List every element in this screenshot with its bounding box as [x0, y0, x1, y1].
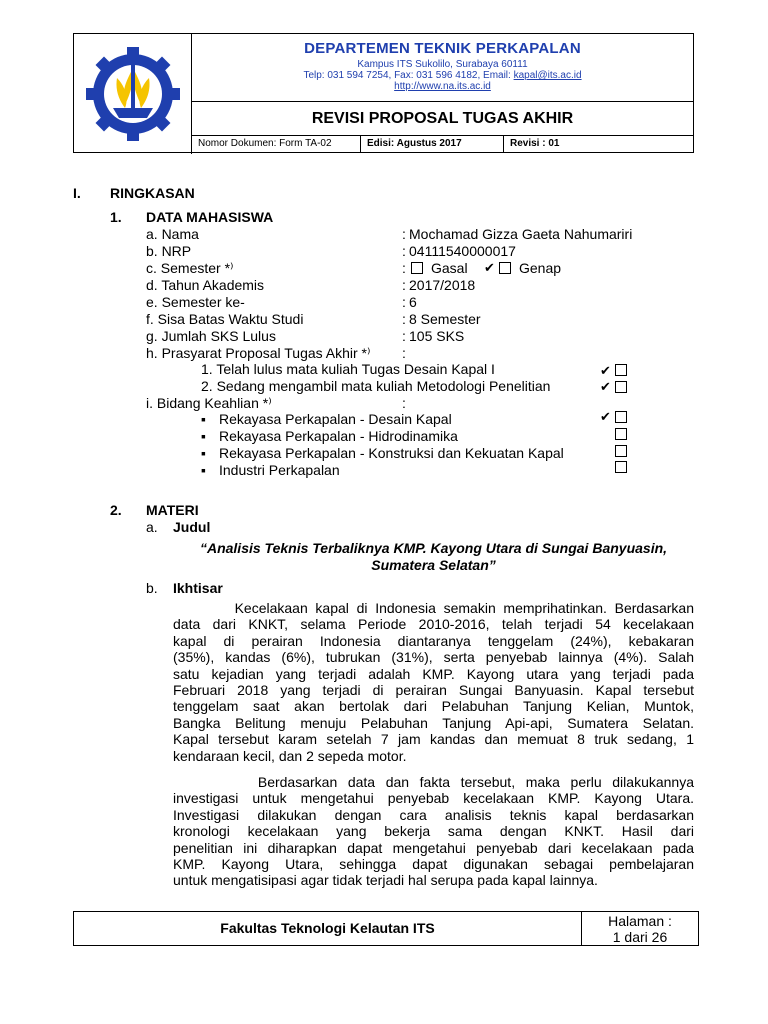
check-icon: ✔ — [484, 260, 495, 275]
field-label-tahun: d. Tahun Akademis — [146, 277, 265, 293]
ikhtisar-paragraph-1 — [173, 600, 694, 764]
field-value-sisa-waktu: 8 Semester — [409, 311, 481, 327]
header-title-row — [192, 102, 693, 136]
paragraph-line: Investigasi dilakukan dengan cara analisis teknis kapal berdasarkan — [173, 806, 694, 823]
bullet-icon: ▪ — [201, 462, 206, 478]
checkbox-gasal[interactable] — [411, 262, 423, 274]
field-value-sks: 105 SKS — [409, 328, 465, 344]
colon: : — [402, 345, 406, 361]
document-header — [73, 33, 694, 153]
check-icon: ✔ — [600, 409, 611, 424]
colon: : — [402, 243, 406, 259]
paragraph-line: Berdasarkan data dan fakta tersebut, maka perlu dilakukannya — [173, 774, 694, 790]
page-value: 1 dari 26 — [612, 929, 668, 945]
paragraph-line: (35%), kandas (6%), tubrukan (31%), serta penyebab lainnya (4%). Salah — [173, 649, 694, 666]
paragraph-line: Kapal tersebut karam setelah 7 jam kandas dan memuat 8 truk sedang, 1 — [173, 731, 694, 748]
doc-edition: Edisi: Agustus 2017 — [360, 136, 503, 153]
colon: : — [402, 294, 406, 310]
judul-line-1: “Analisis Teknis Terbaliknya KMP. Kayong Utara di Sungai Banyuasin, — [199, 540, 668, 556]
department-name: DEPARTEMEN TEKNIK PERKAPALAN — [304, 40, 581, 57]
header-institution — [192, 34, 693, 102]
field-label-nrp: b. NRP — [146, 243, 192, 259]
paragraph-line: Bangka Belitung menuju Pelabuhan Tanjung Api-api, Sumatera Selatan. — [173, 714, 694, 731]
ikhtisar-heading: Ikhtisar — [173, 580, 223, 596]
checkbox-bidang-2[interactable] — [615, 428, 627, 440]
field-label-bidang: i. Bidang Keahlian *⁾ — [146, 395, 272, 411]
checkbox-bidang-1[interactable] — [615, 411, 627, 423]
document-title: REVISI PROPOSAL TUGAS AKHIR — [311, 110, 574, 127]
bullet-icon: ▪ — [201, 411, 206, 427]
section-number: I. — [73, 185, 81, 201]
item-label: b. — [146, 580, 158, 596]
checkbox-genap[interactable] — [499, 262, 511, 274]
header-meta-row — [192, 136, 693, 153]
checkbox-bidang-3[interactable] — [615, 445, 627, 457]
field-label-sks: g. Jumlah SKS Lulus — [146, 328, 276, 344]
paragraph-line: tenggelam saat akan bertolak dari Pelabuhan Tanjung Kelian, Muntok, — [173, 698, 694, 715]
field-label-sisa-waktu: f. Sisa Batas Waktu Studi — [146, 311, 304, 327]
section-title: MATERI — [146, 502, 199, 518]
field-label-prasyarat: h. Prasyarat Proposal Tugas Akhir *⁾ — [146, 345, 371, 361]
doc-number: Nomor Dokumen: Form TA-02 — [198, 138, 332, 149]
colon: : — [402, 226, 406, 242]
contact-line — [192, 70, 693, 81]
faculty-name: Fakultas Teknologi Kelautan ITS — [74, 912, 582, 945]
ikhtisar-paragraph-2 — [173, 774, 694, 889]
field-value-tahun: 2017/2018 — [409, 277, 476, 293]
doc-revision: Revisi : 01 — [503, 136, 693, 153]
colon: : — [402, 260, 406, 276]
field-value-nrp: 04111540000017 — [409, 243, 516, 259]
subsection-number: 1. — [110, 209, 122, 225]
paragraph-line: penelitian ini diharapkan dapat mengetahui penyebab dari kecelakaan pada — [173, 839, 694, 856]
paragraph-line: kapal di perairan Indonesia diantaranya tenggelam (24%), kebakaran — [173, 632, 694, 649]
prasyarat-item-2: 2. Sedang mengambil mata kuliah Metodologi Penelitian — [201, 378, 551, 394]
check-icon: ✔ — [600, 379, 611, 394]
document-footer — [73, 911, 699, 946]
colon: : — [402, 395, 406, 411]
subsection-title: DATA MAHASISWA — [146, 209, 274, 225]
page-label: Halaman : — [608, 913, 672, 929]
field-label-semester: c. Semester *⁾ — [146, 260, 234, 276]
check-icon: ✔ — [600, 363, 611, 378]
item-label: a. — [146, 519, 158, 535]
section-title: RINGKASAN — [110, 185, 195, 201]
field-value-nama: Mochamad Gizza Gaeta Nahumariri — [409, 226, 633, 242]
paragraph-line: Februari 2018 yang terjadi di perairan Sungai Banyuasin. Kapal tersebut — [173, 682, 694, 699]
checkbox-prasyarat-2[interactable] — [615, 381, 627, 393]
field-label-nama: a. Nama — [146, 226, 199, 242]
paragraph-line: satu kejadian yang terjadi adalah KMP. Kayong utara yang terjadi pada — [173, 665, 694, 682]
paragraph-line: investigasi untuk mengetahui penyebab kecelakaan KMP. Kayong Utara. — [173, 790, 694, 807]
bidang-item-3: Rekayasa Perkapalan - Konstruksi dan Kekuatan Kapal — [219, 445, 564, 461]
address: Kampus ITS Sukolilo, Surabaya 60111 — [357, 59, 528, 70]
checkbox-bidang-4[interactable] — [615, 461, 627, 473]
paragraph-line: KMP. Kayong Utara, sehingga dapat digunakan sebagai pembelajaran — [173, 856, 694, 873]
bullet-icon: ▪ — [201, 445, 206, 461]
colon: : — [402, 328, 406, 344]
bidang-item-2: Rekayasa Perkapalan - Hidrodinamika — [219, 428, 458, 444]
prasyarat-item-1: 1. Telah lulus mata kuliah Tugas Desain Kapal I — [201, 361, 495, 377]
logo-cell — [74, 34, 192, 154]
option-gasal: Gasal — [431, 260, 468, 276]
judul-line-2: Sumatera Selatan” — [371, 557, 496, 573]
paragraph-line: Kecelakaan kapal di Indonesia semakin memprihatinkan. Berdasarkan — [173, 600, 694, 616]
contact-text: Telp: 031 594 7254, Fax: 031 596 4182, Email: — [303, 70, 514, 81]
field-label-semester-ke: e. Semester ke- — [146, 294, 245, 310]
bidang-item-4: Industri Perkapalan — [219, 462, 340, 478]
paragraph-line: untuk mengatisipasi agar tidak terjadi hal serupa pada kapal lainnya. — [173, 872, 598, 889]
paragraph-line: kronologi kecelakaan yang bekerja sama dengan KNKT. Hasil dari — [173, 823, 694, 840]
paragraph-line: kendaraan kecil, dan 2 sepeda motor. — [173, 747, 407, 764]
field-value-semester-ke: 6 — [409, 294, 417, 310]
website-link[interactable]: http://www.na.its.ac.id — [394, 81, 491, 92]
checkbox-prasyarat-1[interactable] — [615, 364, 627, 376]
email-link[interactable]: kapal@its.ac.id — [513, 70, 582, 81]
bidang-item-1: Rekayasa Perkapalan - Desain Kapal — [219, 411, 452, 427]
colon: : — [402, 277, 406, 293]
bullet-icon: ▪ — [201, 428, 206, 444]
section-number: 2. — [110, 502, 122, 518]
judul-heading: Judul — [173, 519, 211, 535]
option-genap: Genap — [519, 260, 562, 276]
colon: : — [402, 311, 406, 327]
its-logo-icon — [85, 44, 181, 144]
paragraph-line: data dari KNKT, selama Periode 2010-2016, telah terjadi 54 kecelakaan — [173, 616, 694, 633]
page-info — [582, 912, 698, 945]
